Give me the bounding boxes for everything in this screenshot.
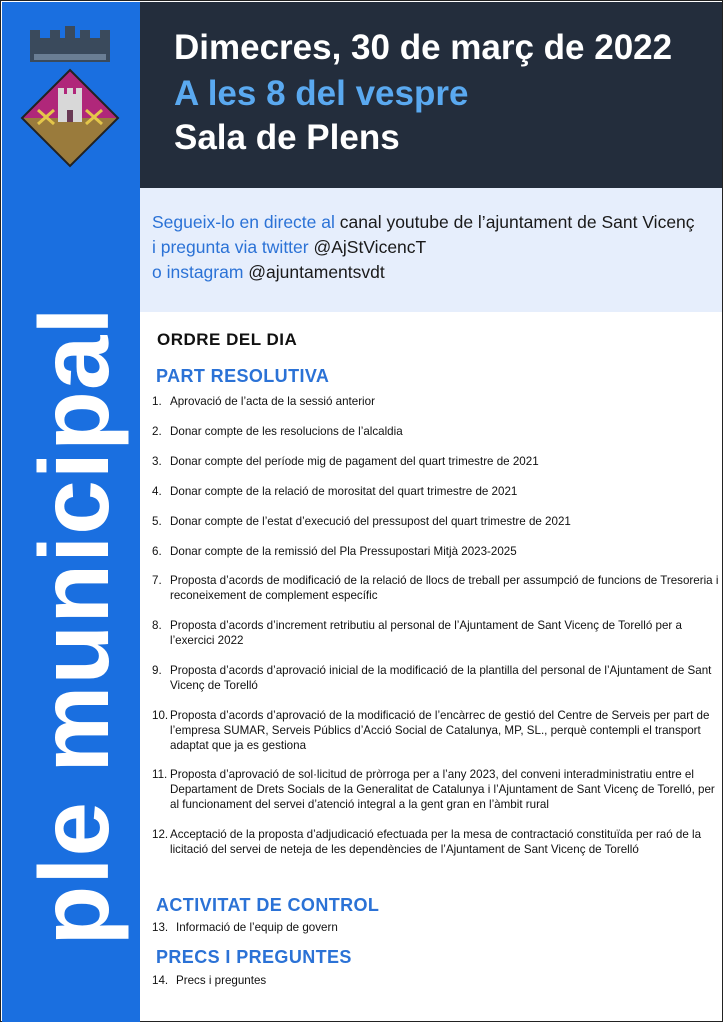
agenda-item-number: 11.: [152, 768, 168, 781]
stream-instagram-lead: o instagram: [152, 262, 249, 282]
agenda-item-text: Proposta d’acords de modificació de la relació de llocs de treball per assumpció de funcions de Tresoreria i reconeixement de complement específic: [170, 574, 719, 602]
agenda-item: [152, 484, 722, 499]
agenda-item-number: 5.: [152, 515, 162, 528]
agenda-item-text: Donar compte de les resolucions de l’alcaldia: [170, 425, 403, 438]
sidebar: [2, 2, 140, 1022]
event-time: A les 8 del vespre: [174, 74, 469, 113]
agenda-item: [152, 920, 722, 935]
agenda-item-text: Acceptació de la proposta d’adjudicació efectuada per la mesa de contractació constituïda per raó de la licitació del servei de neteja de les dependències de l’Ajuntament de Sant Vicenç de Torelló: [170, 828, 702, 856]
agenda-item-number: 12.: [152, 828, 169, 841]
event-place: Sala de Plens: [174, 118, 400, 157]
coat-of-arms-icon: [20, 24, 120, 170]
agenda-item-text: Donar compte de l’estat d’execució del pressupost del quart trimestre de 2021: [170, 515, 571, 528]
agenda-item-text: Proposta d’aprovació de sol·licitud de pròrroga per a l’any 2023, del conveni interadministratiu entre el Departament de Drets Socials de la Generalitat de Catalunya i l’Ajuntament de Sant Vicenç de Torelló, per al funcionament del servei d’atenció integral a la gent gran en l’àmbit rural: [170, 768, 715, 811]
agenda-item-text: Proposta d’acords d’aprovació de la modificació de l’encàrrec de gestió del Centre de Serveis per part de l’empresa SUMAR, Serveis Públics d’Acció Social de Catalunya, MP, SL., perquè contempli el transport adaptat que ja es gestiona: [170, 709, 710, 752]
event-header: [140, 2, 722, 188]
agenda-item-number: 6.: [152, 545, 162, 558]
stream-line-instagram: [152, 262, 385, 283]
agenda-item: [152, 544, 722, 559]
agenda-item: [152, 973, 722, 988]
agenda-item-text: Precs i preguntes: [176, 974, 267, 987]
stream-line-youtube: [152, 212, 695, 233]
stream-info: [140, 188, 722, 312]
agenda-item-text: Donar compte del període mig de pagament del quart trimestre de 2021: [170, 455, 539, 468]
agenda-item-number: 3.: [152, 455, 162, 468]
agenda-item: [152, 454, 722, 469]
event-date: Dimecres, 30 de març de 2022: [174, 28, 673, 67]
agenda-item-number: 9.: [152, 664, 162, 677]
agenda-item-number: 2.: [152, 425, 162, 438]
agenda: [140, 312, 722, 1020]
stream-twitter-lead: i pregunta via twitter: [152, 237, 314, 257]
agenda-item-number: 4.: [152, 485, 162, 498]
agenda-item-number: 10.: [152, 709, 169, 722]
agenda-item: [152, 424, 722, 439]
agenda-item-text: Donar compte de la relació de morositat del quart trimestre de 2021: [170, 485, 518, 498]
stream-youtube-lead: Segueix-lo en directe al: [152, 212, 340, 232]
agenda-item-text: Aprovació de l’acta de la sessió anterior: [170, 395, 375, 408]
agenda-item-number: 7.: [152, 574, 162, 587]
agenda-item-text: Proposta d’acords d’increment retributiu al personal de l’Ajuntament de Sant Vicenç de Torelló per a l’exercici 2022: [170, 619, 682, 647]
agenda-item-number: 14.: [152, 974, 169, 987]
agenda-item-text: Donar compte de la remissió del Pla Pressupostari Mitjà 2023-2025: [170, 545, 517, 558]
agenda-item-number: 1.: [152, 395, 162, 408]
agenda-title: ORDRE DEL DIA: [157, 330, 298, 349]
agenda-item-number: 8.: [152, 619, 162, 632]
agenda-item-text: Informació de l’equip de govern: [176, 921, 338, 934]
youtube-channel-link[interactable]: canal youtube de l’ajuntament de Sant Vicenç: [339, 212, 695, 232]
section-activitat-de-control: ACTIVITAT DE CONTROL: [156, 895, 380, 915]
agenda-item-number: 13.: [152, 921, 169, 934]
stream-line-twitter: [152, 237, 426, 258]
agenda-item: [152, 663, 722, 693]
agenda-item: [152, 618, 722, 648]
vertical-title: ple municipal: [19, 306, 129, 946]
twitter-handle-link[interactable]: @AjStVicencT: [313, 237, 427, 257]
agenda-item: [152, 708, 722, 753]
agenda-item: [152, 767, 722, 812]
section-precs-i-preguntes: PRECS I PREGUNTES: [156, 947, 352, 967]
agenda-item: [152, 514, 722, 529]
agenda-item: [152, 573, 722, 603]
section-part-resolutiva: PART RESOLUTIVA: [156, 366, 330, 386]
agenda-item-text: Proposta d’acords d’aprovació inicial de la modificació de la plantilla del personal de l’Ajuntament de Sant Vicenç de Torelló: [170, 664, 712, 692]
agenda-item: [152, 394, 722, 409]
agenda-item: [152, 827, 722, 857]
instagram-handle-link[interactable]: @ajuntamentsvdt: [248, 262, 385, 282]
